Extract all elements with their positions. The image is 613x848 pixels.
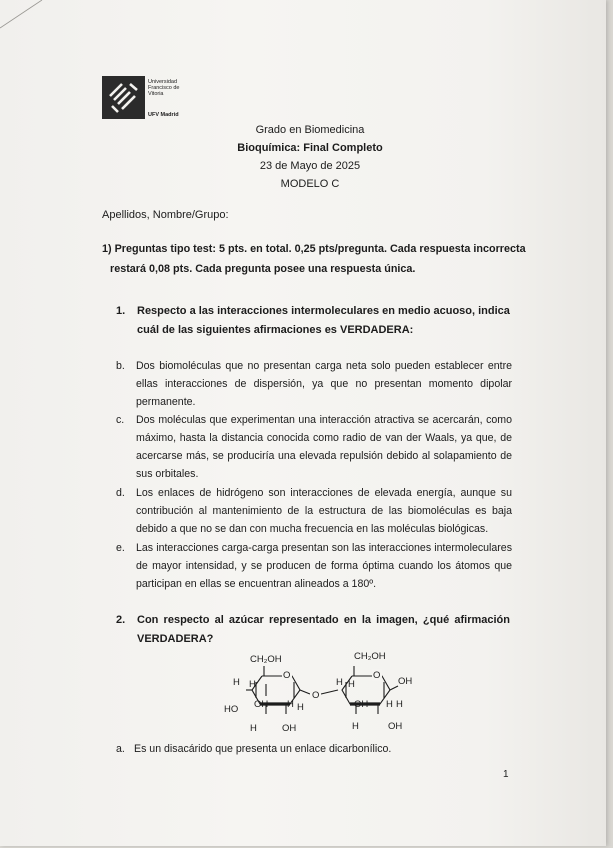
section-instructions-line1: 1) Preguntas tipo test: 5 pts. en total. 0,25 pts/pregunta. Cada respuesta incorrecta [102, 243, 526, 255]
hydroxyl-label: OH [254, 699, 269, 710]
option-text-line: permanente. [136, 396, 196, 408]
university-name: Universidad Francisco de Vitoria [148, 79, 180, 97]
hydrogen-label: H [396, 699, 403, 710]
section-instructions-line2: restará 0,08 pts. Cada pregunta posee una respuesta única. [110, 263, 416, 275]
question-prompt-line: VERDADERA? [137, 633, 214, 645]
ufv-emblem-icon [102, 76, 145, 119]
option-text-line: Es un disacárido que presenta un enlace dicarbonílico. [134, 743, 392, 755]
ring-oxygen-label: O [283, 670, 291, 681]
hydrogen-label: H [287, 699, 294, 710]
hydrogen-label: H [250, 723, 257, 734]
option-text-line: Dos biomoléculas que no presentan carga neta solo pueden establecer entre [136, 360, 512, 372]
question-prompt-line: Respecto a las interacciones intermoleculares en medio acuoso, indica [137, 305, 510, 317]
option-text-line: participan en ellas se encuentran alineados a 180º. [136, 578, 377, 590]
option-letter: d. [116, 487, 125, 499]
question-prompt-line: Con respecto al azúcar representado en la imagen, ¿qué afirmación [137, 614, 510, 626]
disaccharide-structure [222, 650, 432, 738]
option-text-line: contribución al mantenimiento de la estructura de las biomoléculas es baja [136, 505, 512, 517]
exam-date: 23 de Mayo de 2025 [259, 160, 361, 172]
option-text-line: máximo, hasta la distancia conocida como radio de van der Waals, ya que, de [136, 432, 512, 444]
hydrogen-label: H [386, 699, 393, 710]
hydrogen-label: H [348, 679, 355, 690]
option-text-line: Los enlaces de hidrógeno son interacciones de elevada energía, aunque su [136, 487, 512, 499]
question-number: 2. [116, 614, 126, 626]
hydroxyl-label: OH [388, 721, 403, 732]
glycosidic-oxygen-label: O [312, 690, 320, 701]
exam-model: MODELO C [280, 178, 340, 190]
option-letter: c. [116, 414, 125, 426]
hydrogen-label: H [233, 677, 240, 688]
option-text-line: de mayor intensidad, y se producen de forma óptima cuando los átomos que [136, 560, 512, 572]
option-text-line: debido a que no se dan con mucha frecuencia en las moléculas biológicas. [136, 523, 489, 535]
option-letter: e. [116, 542, 125, 554]
option-text-line: sus orbitales. [136, 468, 199, 480]
hydroxyl-label: HO [224, 704, 239, 715]
hydrogen-label: H [352, 721, 359, 732]
exam-subject: Bioquímica: Final Completo [237, 142, 383, 154]
corner-crease [0, 0, 50, 30]
option-letter: a. [116, 743, 125, 755]
option-letter: b. [116, 360, 125, 372]
hydroxyl-label: OH [398, 676, 413, 687]
option-text-line: Las interacciones carga-carga presentan son las interacciones intermoleculares [136, 542, 512, 554]
question-number: 1. [116, 305, 126, 317]
hydrogen-label: H [249, 679, 256, 690]
student-field-label: Apellidos, Nombre/Grupo: [102, 209, 229, 221]
hydroxyl-label: OH [354, 699, 369, 710]
campus-label: UFV Madrid [148, 112, 179, 118]
ch2oh-label: CH₂OH [250, 654, 282, 665]
degree-title: Grado en Biomedicina [255, 124, 365, 136]
option-text-line: ellas interacciones de dispersión, ya que no presentan momento dipolar [136, 378, 512, 390]
hydroxyl-label: OH [282, 723, 297, 734]
hydrogen-label: H [297, 702, 304, 713]
page-number: 1 [503, 769, 509, 780]
question-prompt-line: cuál de las siguientes afirmaciones es VERDADERA: [137, 324, 414, 336]
ch2oh-label: CH₂OH [354, 651, 386, 662]
hydrogen-label: H [336, 677, 343, 688]
ring-oxygen-label: O [373, 670, 381, 681]
option-text-line: acercarse más, se produciría una elevada repulsión debido al solapamiento de [136, 450, 512, 462]
option-text-line: Dos moléculas que experimentan una interacción atractiva se acercarán, como [136, 414, 512, 426]
